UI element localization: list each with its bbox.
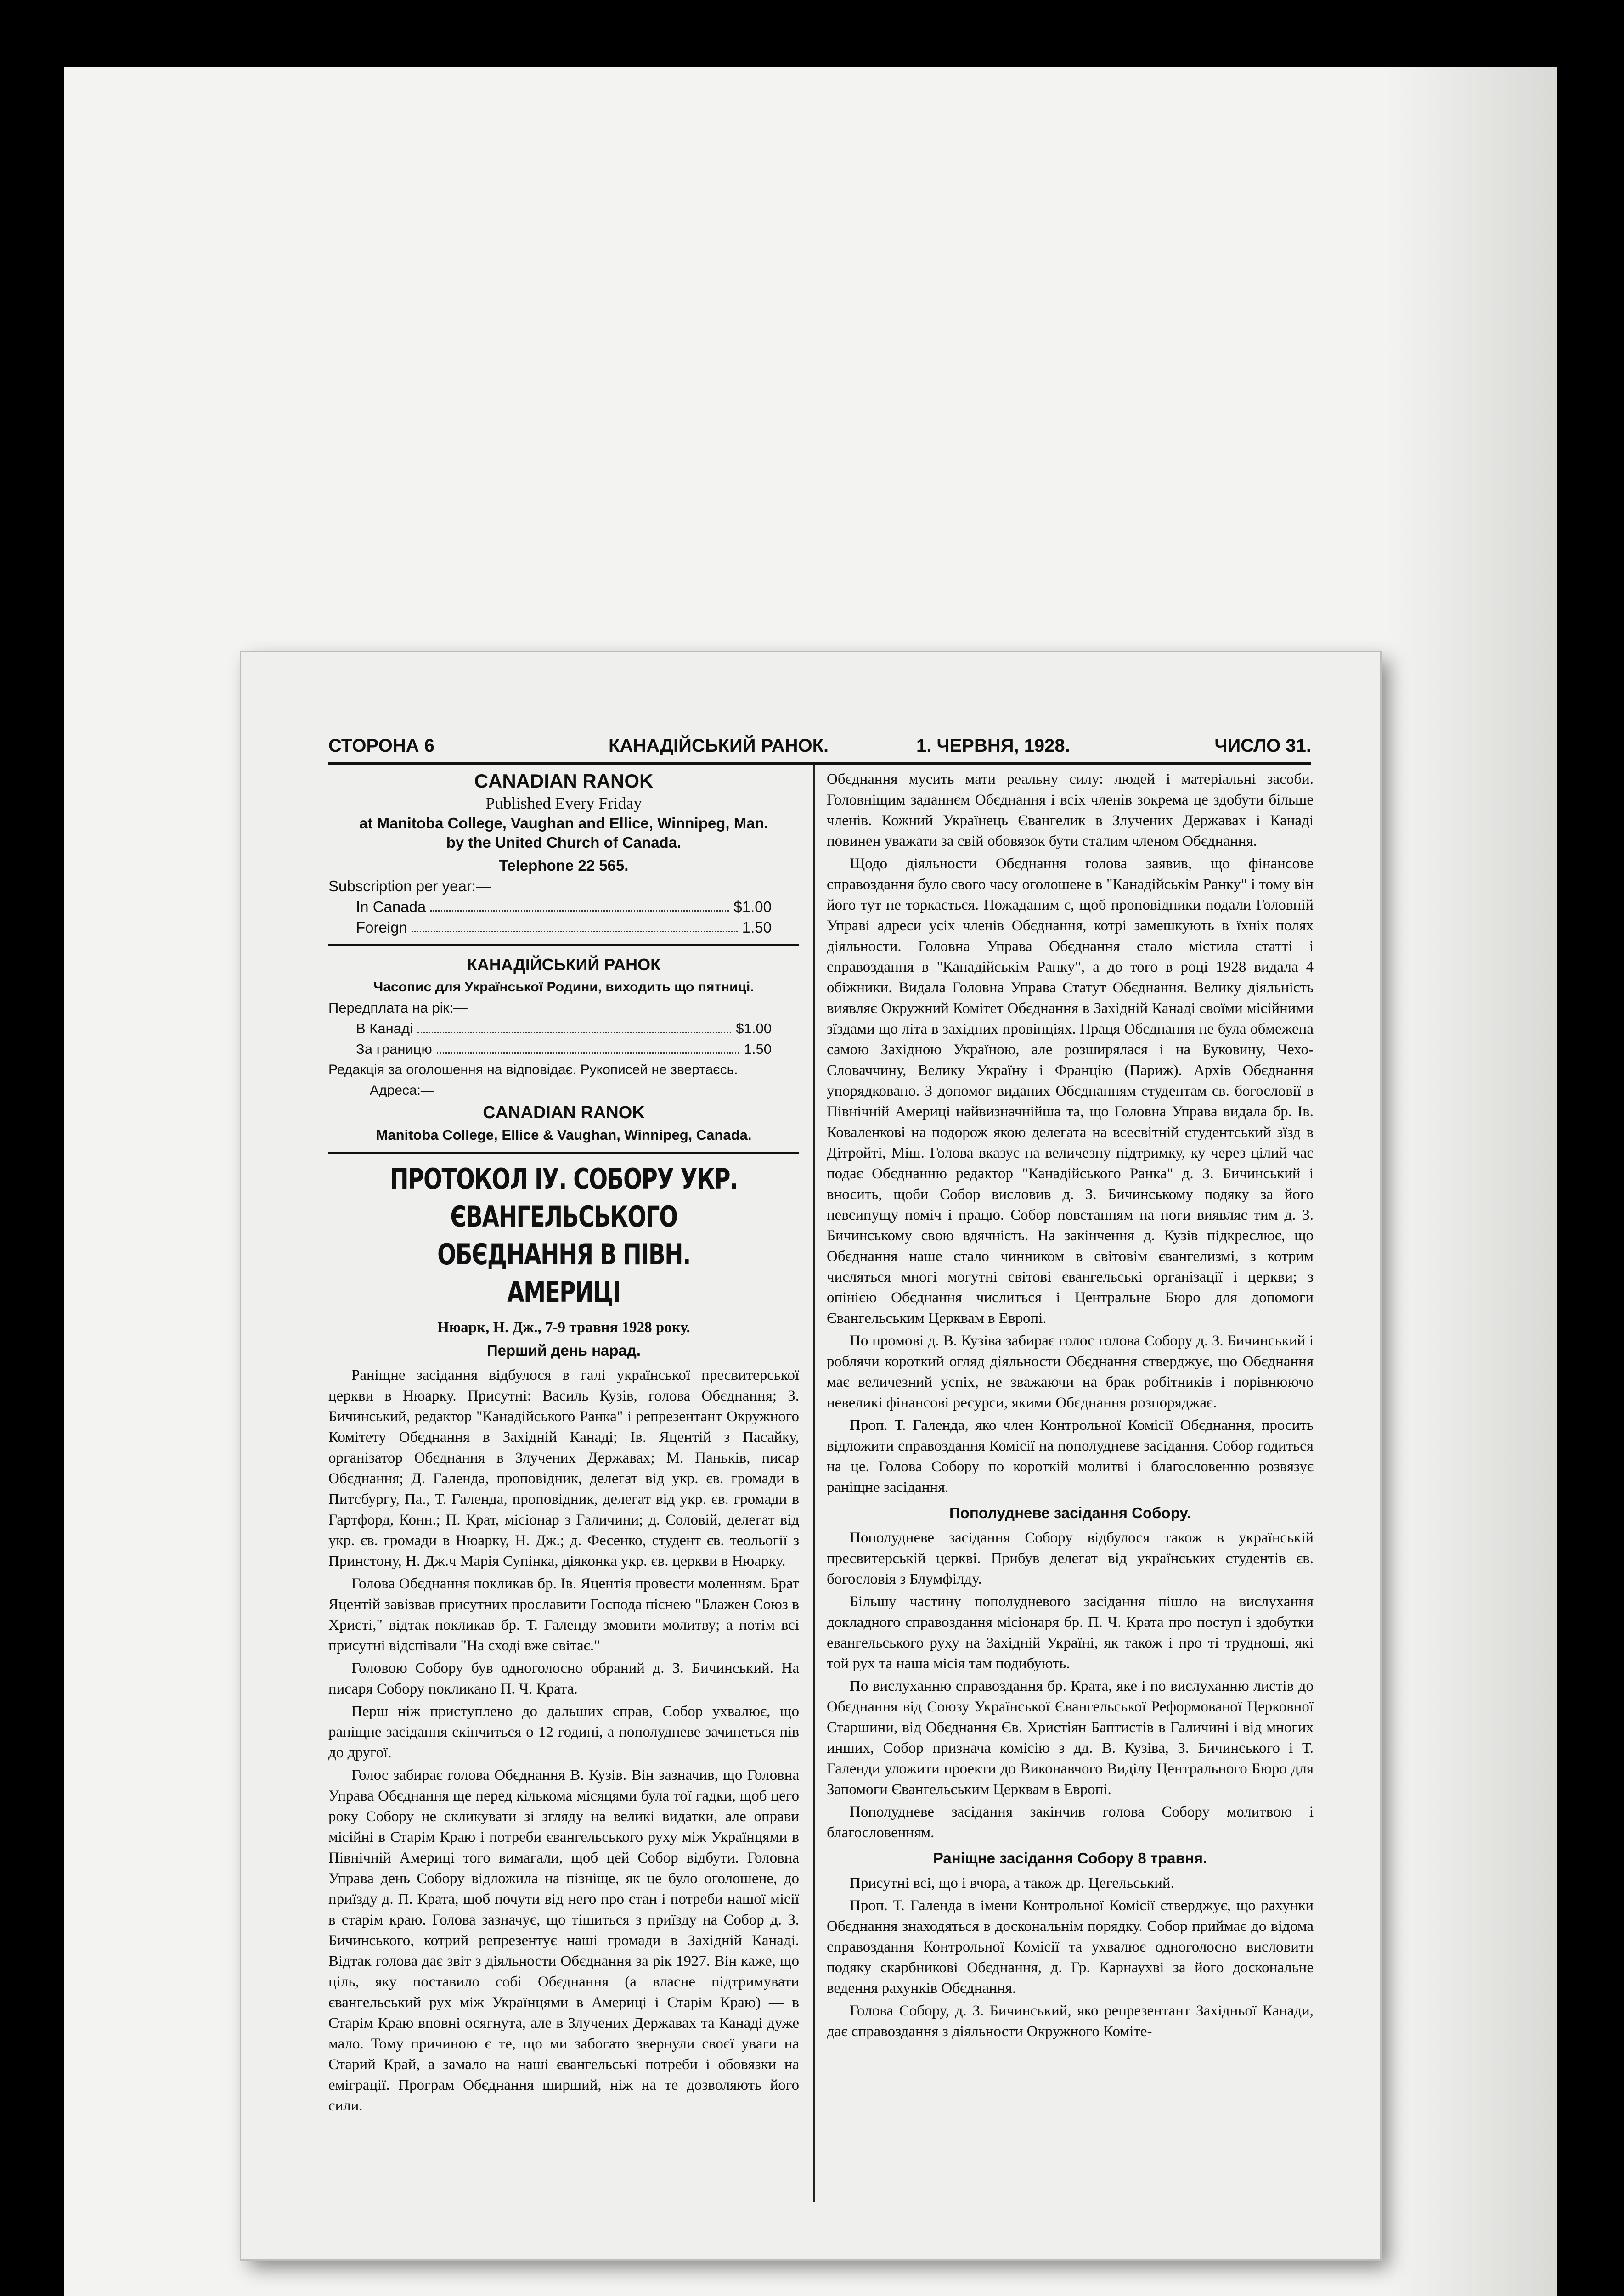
address-line: Manitoba College, Ellice & Vaughan, Winnipeg, Canada. [376, 1127, 752, 1143]
address-label: Адреса:— [370, 1083, 434, 1098]
paragraph: Головою Собору був одноголосно обраний д. З. Бичинський. На писаря Собору покликано П. Ч. Крата. [328, 1660, 799, 1697]
ua-sub-row-canada [328, 1018, 799, 1039]
leader-dots [437, 1039, 739, 1054]
sub-price: 1.50 [744, 1041, 772, 1057]
ua-sub-row-foreign [328, 1039, 799, 1059]
masthead-en-title: CANADIAN RANOK [474, 770, 654, 792]
paper-name: КАНАДІЙСЬКИЙ РАНОК. [609, 736, 829, 756]
masthead-ua-title: КАНАДІЙСЬКИЙ РАНОК [467, 955, 661, 974]
leader-dots [430, 896, 729, 912]
issue-date: 1. ЧЕРВНЯ, 1928. [916, 736, 1070, 756]
paragraph: Більшу частину пополудневого засідання пішло на вислухання докладного справоздання місіонаря бр. П. Ч. Крата про поступ і здобутки евангельського руху на Західній Україні, як також і про ті трудноші, які той рух та наша місія там подибують. [827, 1593, 1314, 1672]
sub-price: 1.50 [742, 919, 772, 936]
sub-label: In Canada [356, 898, 426, 915]
article-place: Нюарк, Н. Дж., 7-9 травня 1928 року. [437, 1319, 690, 1336]
leader-dots [412, 917, 738, 932]
issue-number: ЧИСЛО 31. [1214, 736, 1311, 756]
paragraph: Голова Собору, д. З. Бичинський, яко репрезентант Західньої Канади, дає справоздання з діяльности Окружного Коміте- [827, 2003, 1314, 2040]
sub-price: $1.00 [733, 898, 772, 915]
subscription-label: Subscription per year:— [328, 878, 491, 895]
paragraph: Раніщне засідання відбулося в галі української пресвитерської церкви в Нюарку. Присутні: Василь Кузів, голова Обєднання; З. Бичинський, редактор "Канадійського Ранка" і репрезентант Окружного Комітету Обєднання в Західній Канаді; Ів. Яцентій з Пасайку, організатор Обєднання в Злучених Державах; М. Паньків, писар Обєднання; Д. Галенда, проповідник, делегат від укр. єв. громади в Питсбургу, Па., Т. Галенда, проповідник, делегат від укр. єв. громади в Гартфорд, Конн.; П. Крат, місіонар з Галичини; д. Соловій, делегат від укр. єв. громади в Нюарку, Н. Дж.; д. Фесенко, студент єв. теольогії з Принстону, Н. Дж.ч Марія Супінка, діяконка укр. єв. церкви в Нюарку. [328, 1367, 799, 1570]
right-column [827, 769, 1314, 2044]
paragraph: Присутні всі, що і вчора, а також др. Цегельський. [850, 1875, 1174, 1891]
paragraph: Обєднання мусить мати реальну силу: людей і матеріальні засоби. Головніщим заданнєм Обєднання і всіх членів зокрема це здобути більше членів. Кожний Українець Євангелик в Злучених Державах і Канаді повинен уважати за свій обовязок бути сталим членом Обєднання. [827, 771, 1314, 850]
article-title-line2: ОБЄДНАННЯ В ПІВН. АМЕРИЦІ [437, 1238, 690, 1309]
divider [328, 944, 799, 946]
sub-price: $1.00 [736, 1020, 772, 1036]
article-title [380, 1160, 748, 1311]
divider [328, 1152, 799, 1154]
paragraph: Пополудневе засідання Собору відбулося також в українській пресвитерській церкві. Прибув делегат від українських студентів єв. богословія з Блумфілду. [827, 1530, 1314, 1587]
leader-dots [417, 1018, 731, 1033]
address-title: CANADIAN RANOK [483, 1103, 645, 1122]
section-head-day1: Перший день нарад. [486, 1342, 641, 1359]
masthead-en-line1: Published Every Friday [485, 794, 642, 812]
prepay-label: Передплата на рік:— [328, 1000, 468, 1016]
page-number: СТОРОНА 6 [328, 736, 434, 756]
paragraph: Голова Обєднання покликав бр. Ів. Яцентія провести моленням. Брат Яцентій завізвав присутних прославити Господа піснею "Блажен Союз в Христі," відтак покликав бр. Т. Галенду змовити молитву; а потім всі присутні відспівали "На сході вже світає." [328, 1576, 799, 1654]
sub-row-canada [328, 896, 799, 917]
newspaper-page [241, 652, 1380, 2259]
telephone: Telephone 22 565. [499, 857, 629, 874]
sub-label: За границю [356, 1041, 432, 1057]
section-head-day2: Раніщне засідання Собору 8 травня. [933, 1850, 1207, 1867]
masthead-en-line3: by the United Church of Canada. [446, 834, 682, 851]
sub-label: В Канаді [356, 1020, 413, 1036]
masthead-en-line2: at Manitoba College, Vaughan and Ellice, Winnipeg, Man. [359, 815, 768, 832]
article-title-line1: ПРОТОКОЛ IУ. СОБОРУ УКР. ЄВАНГЕЛЬСЬКОГО [390, 1162, 738, 1233]
column-rule [813, 765, 815, 2202]
paragraph: Проп. Т. Галенда, яко член Контрольної Комісії Обєднання, просить відложити справоздання Комісії на пополудневе засідання. Собор годиться на це. Голова Собору по короткій молитві і благословенню розвязує раніщне засідання. [827, 1417, 1314, 1496]
page-header [328, 730, 1311, 765]
paragraph: Щодо діяльности Обєднання голова заявив, що фінансове справоздання було свого часу оголошене в "Канадійськім Ранку" і тому він його тут не торкається. Пожаданим є, щоб проповідники подали Головній Управі адреси усіх членів Обєднання, котрі замешкують в їхніх полях діяльности. Головна Управа Обєднання стало містила статті і справоздання в "Канадійськім Ранку", а до того в році 1928 видала 4 обіжники. Видала Головна Управа Статут Обєднання. Велику діяльність виявляє Окружний Комітет Обєднання в Західній Канаді своїми місійними зїздами що літа в західних провінціях. Праця Обєднання не була обмежена самою Західною Україною, але розширялася і на Буковину, Чехо-Словаччину, Велику Україну і Францію (Париж). Архів Обєднання упорядковано. З допомог виданих Обєднанням студентам єв. богословії в Північній Америці найвизначнійша та, що Головна Управа видала бр. Ів. Коваленкові на подорож якою делегата на всесвітній студентський зїзд в Дітройті, Міш. Голова вказує на величезну підтримку, ку через цілий час подає Обєднанню редактор "Канадійського Ранка" д. З. Бичинський і вносить, щоби Собор висловив д. З. Бичинському подяку за його невсипущу поміч і працю. Собор повстанням на ноги виявляє тим д. З. Бичинському свою вдячність. На закінчення д. Кузів підкреслює, що Обєднання наше стало чинником в світовім євангелизмі, з котрим числяться многі могутні світові євангельські організації і церкви; з опінією Обєднання числиться і Центральне Бюро для допомоги Євангельським Церквам в Европі. [827, 855, 1314, 1327]
paragraph: По вислуханню справоздання бр. Крата, яке і по вислуханню листів до Обєднання від Союзу Української Євангельської Реформованої Церковної Старшини, від Обєднання Єв. Христіян Баптистів в Галичині і від многих инших, Собор признача комісію з дд. В. Кузіва, З. Бичинського і Т. Галенди уложити проекти до Виконавчого Виділу Центрального Бюро для Запомоги Євангельським Церквам в Европі. [827, 1678, 1314, 1798]
paragraph: Перш ніж приступлено до дальших справ, Собор ухвалює, що раніщне засідання скінчиться о 12 годині, а пополудневе зачинеться пів до другої. [328, 1703, 799, 1761]
editorial-note: Редакція за оголошення на відповідає. Рукописей не звертаєсь. [328, 1062, 738, 1077]
paragraph: Проп. Т. Галенда в імени Контрольної Комісії стверджує, що рахунки Обєднання знаходяться в доскональнім порядку. Собор приймає до відома справоздання Контрольної Комісії та ухвалює одноголосно висловити подяку скарбникові Обєднання, д. Гр. Карнаухві за його доскональне ведення рахунків Обєднання. [827, 1897, 1314, 1997]
film-shading [1387, 67, 1557, 2296]
masthead-ua-line1: Часопис для Української Родини, виходить що пятниці. [373, 979, 754, 995]
paragraph: Пополудневе засідання закінчив голова Собору молитвою і благословенням. [827, 1804, 1314, 1841]
paragraph: По промові д. В. Кузіва забирає голос голова Собору д. З. Бичинський і роблячи короткий огляд діяльности Обєднання стверджує, що Обєднання має величезний успіх, не зважаючи на брак робітників і порівнюючо невеликі фінансові ресурси, якими Обєднання розпоряджає. [827, 1333, 1314, 1411]
section-head-afternoon: Пополудневе засідання Собору. [949, 1504, 1191, 1521]
sub-label: Foreign [356, 919, 407, 936]
sub-row-foreign [328, 917, 799, 938]
paragraph: Голос забирає голова Обєднання В. Кузів. Він зазначив, що Головна Управа Обєднання ще перед кількома місяцями була тої гадки, щоб цего року Собору не скликувати зі згляду на великі видатки, але оправи місійні в Старім Краю і потреби євангельського руху між Українцями в Північній Америці того вимагали, щоб цей Собор відбути. Головна Управа день Собору відложила на пізніще, як це було оголошене, до приїзду д. П. Крата, щоб почути від него про стан і потреби нашої місії в старім краю. Голова зазначує, що тішиться з приїзду на Собор д. З. Бичинського, котрий репрезентує наші громади в Західній Канаді. Відтак голова дає звіт з діяльности Обєднання за рік 1927. Він каже, що ціль, яку поставило собі Обєднання (а власне підтримувати євангельський рух між Українцями в Америці і Старім Краю) — в Старім Краю вповні осягнута, але в Злучених Державах та Канаді дуже мало. Тому причиною є те, що ми забогато звернули своєї уваги на Старий Край, а замало на наші євангельські потреби і обовязки на еміграції. Програм Обєднання ширший, ніж на те дозволяють його сили. [328, 1767, 799, 2114]
left-column [328, 769, 799, 2118]
